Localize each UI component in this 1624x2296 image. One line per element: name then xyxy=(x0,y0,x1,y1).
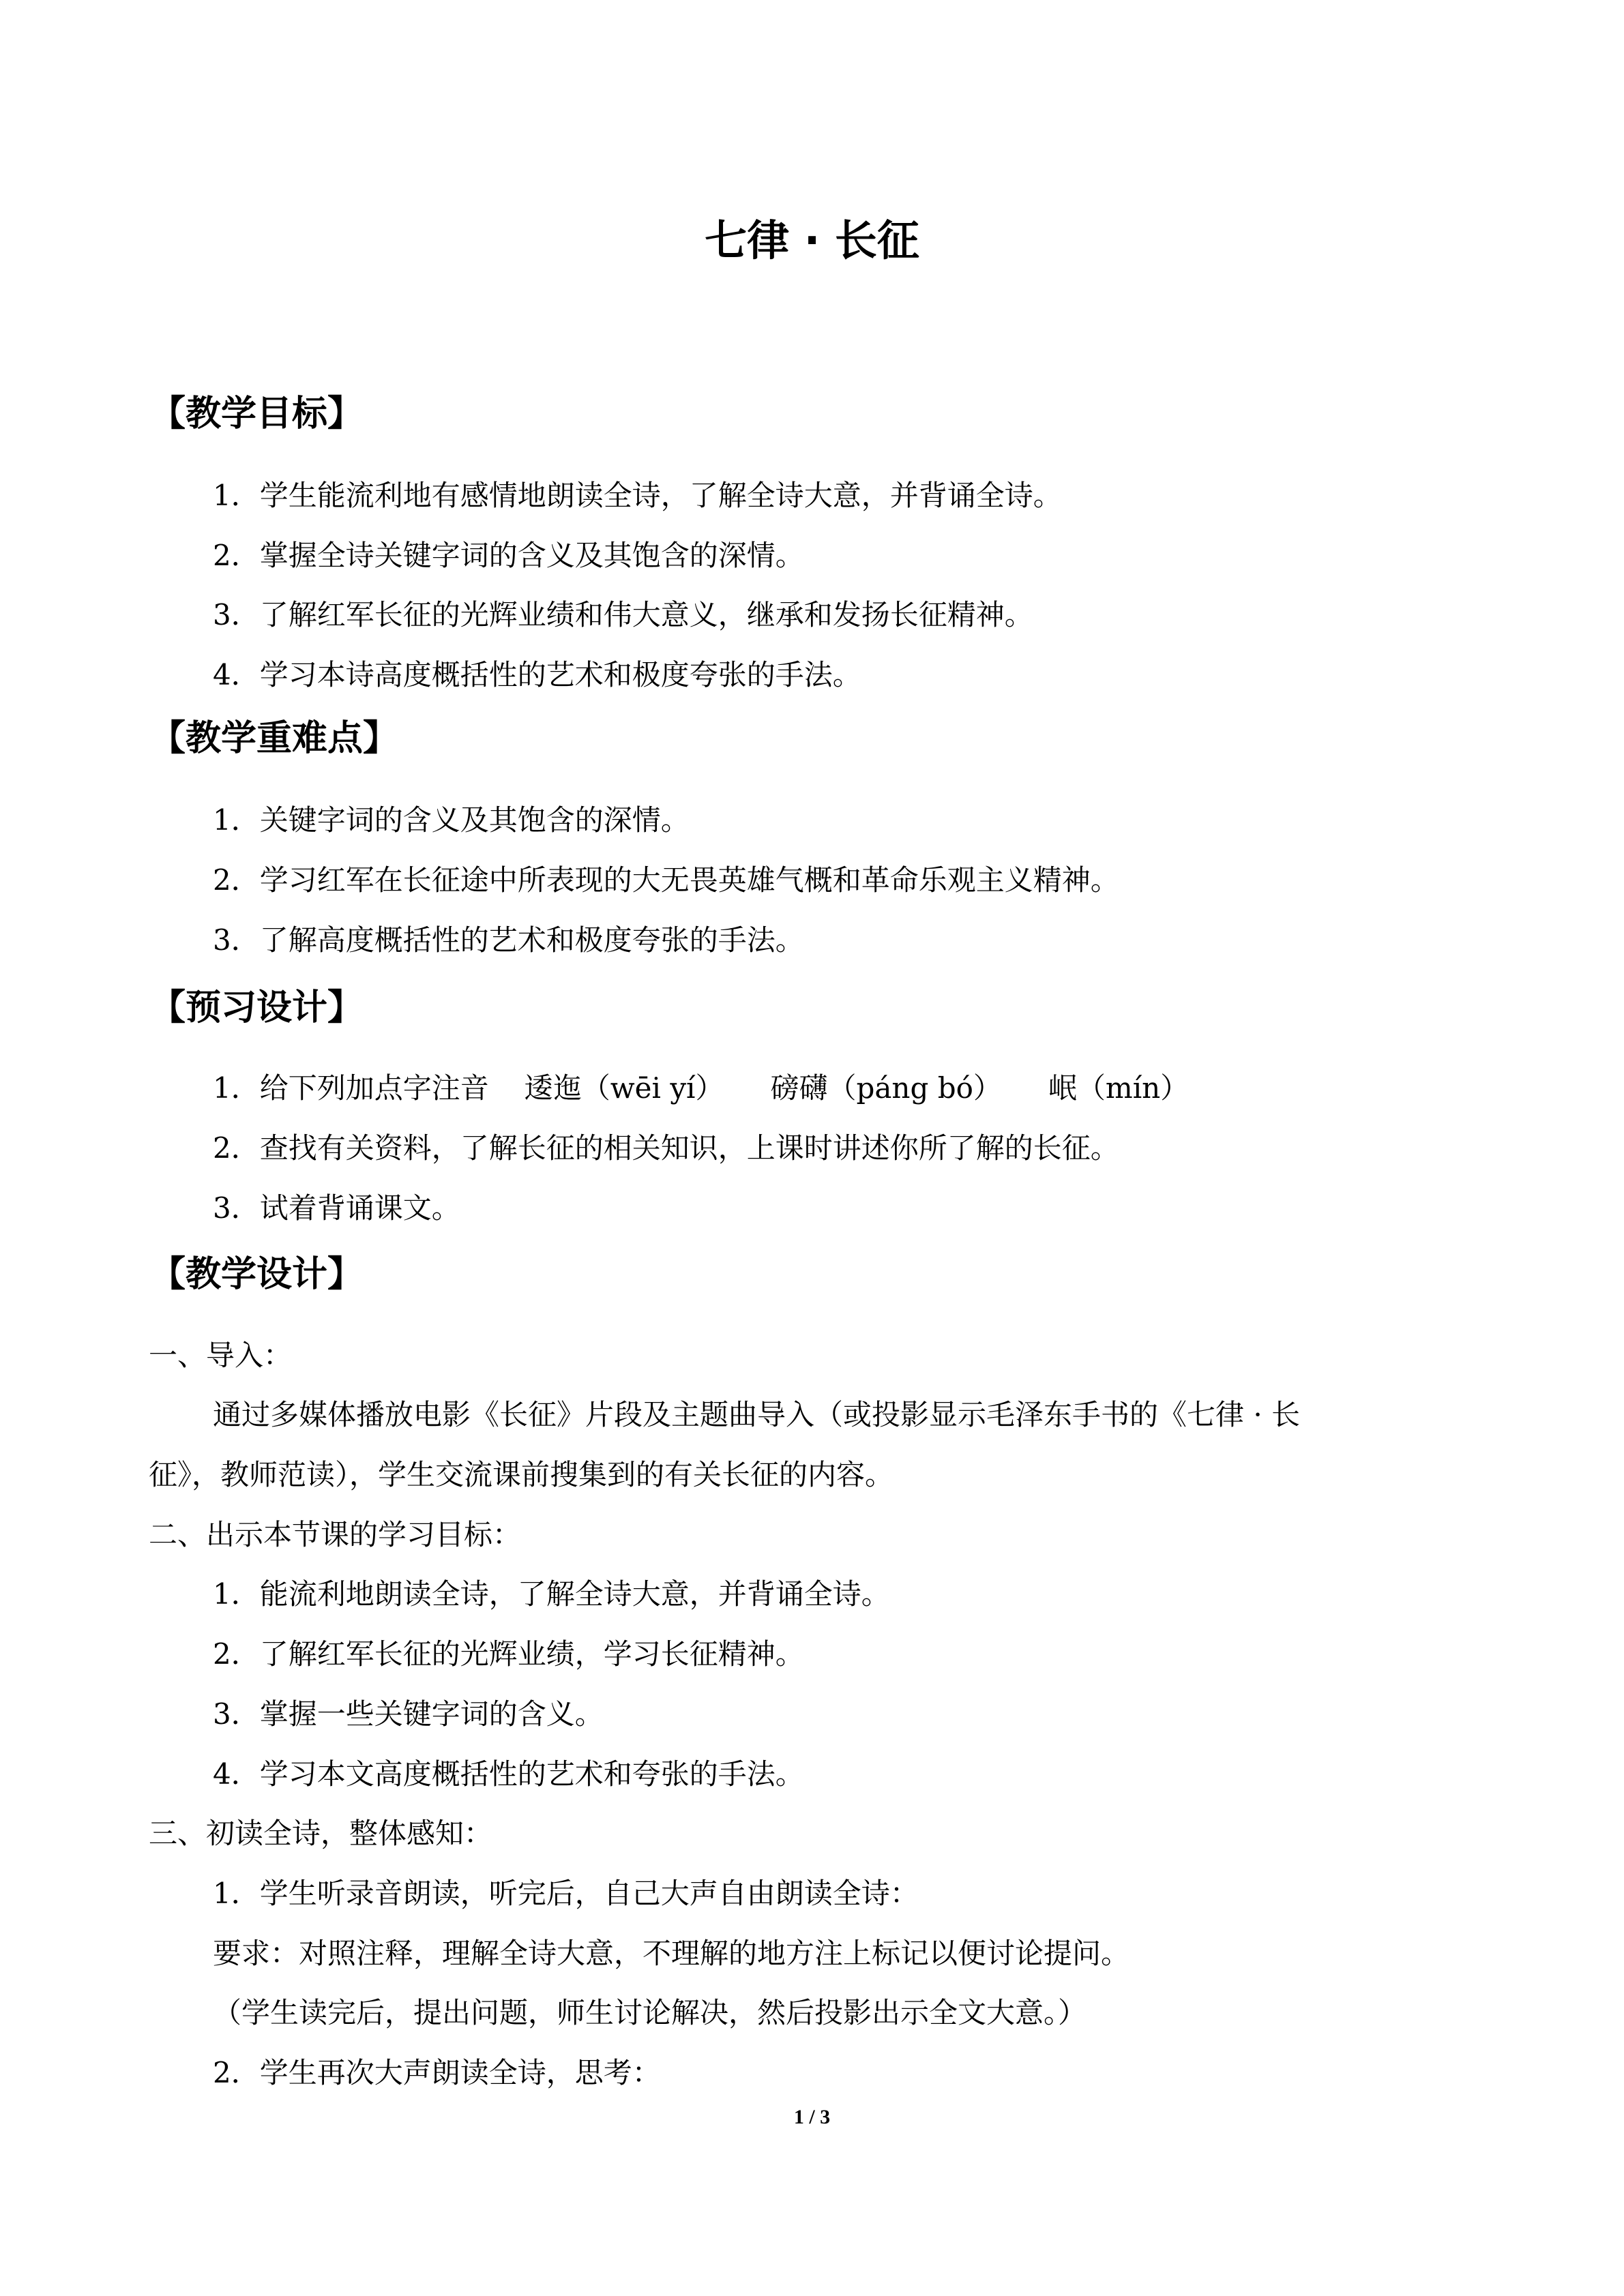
page-number: 1 / 3 xyxy=(793,2106,831,2128)
design-part2-item-1: 1．能流利地朗读全诗，了解全诗大意，并背诵全诗。 xyxy=(213,1577,890,1611)
preview-item-3: 3．试着背诵课文。 xyxy=(213,1191,460,1225)
preview-item-1-prefix: 1．给下列加点字注音 xyxy=(213,1071,489,1105)
pinyin-word-weiyi: 逶迤（wēi yí） xyxy=(524,1071,724,1105)
goal-item-1: 1．学生能流利地有感情地朗读全诗，了解全诗大意，并背诵全诗。 xyxy=(213,479,1062,512)
goal-item-3: 3．了解红军长征的光辉业绩和伟大意义，继承和发扬长征精神。 xyxy=(213,598,1033,631)
design-part2-item-2: 2．了解红军长征的光辉业绩，学习长征精神。 xyxy=(213,1637,804,1671)
key-point-item-2: 2．学习红军在长征途中所表现的大无畏英雄气概和革命乐观主义精神。 xyxy=(213,863,1119,897)
key-point-item-3: 3．了解高度概括性的艺术和极度夸张的手法。 xyxy=(213,923,804,957)
design-part2-title: 二、出示本节课的学习目标： xyxy=(149,1518,522,1551)
design-part1-title: 一、导入： xyxy=(149,1339,293,1372)
preview-item-2: 2．查找有关资料，了解长征的相关知识，上课时讲述你所了解的长征。 xyxy=(213,1131,1119,1165)
design-part3-line-3: （学生读完后，提出问题，师生讨论解决，然后投影出示全文大意。） xyxy=(213,1996,1087,2029)
design-part1-para-line1: 通过多媒体播放电影《长征》片段及主题曲导入（或投影显示毛泽东手书的《七律 · 长 xyxy=(213,1398,1301,1431)
design-part3-title: 三、初读全诗，整体感知： xyxy=(149,1817,493,1850)
heading-preview-design: 【预习设计】 xyxy=(150,987,364,1028)
heading-teaching-goals: 【教学目标】 xyxy=(150,393,364,434)
heading-key-points: 【教学重难点】 xyxy=(150,718,399,759)
goal-item-2: 2．掌握全诗关键字词的含义及其饱含的深情。 xyxy=(213,539,804,572)
pinyin-word-min: 岷（mín） xyxy=(1048,1071,1190,1105)
goal-item-4: 4．学习本诗高度概括性的艺术和极度夸张的手法。 xyxy=(213,658,861,691)
design-part1-para-line2: 征》，教师范读），学生交流课前搜集到的有关长征的内容。 xyxy=(149,1458,894,1491)
document-title: 七律 · 长征 xyxy=(705,215,919,265)
key-point-item-1: 1．关键字词的含义及其饱含的深情。 xyxy=(213,803,690,837)
design-part2-item-3: 3．掌握一些关键字词的含义。 xyxy=(213,1697,604,1731)
design-part3-line-1: 1．学生听录音朗读，听完后，自己大声自由朗读全诗： xyxy=(213,1877,919,1910)
heading-teaching-design: 【教学设计】 xyxy=(150,1254,364,1295)
design-part2-item-4: 4．学习本文高度概括性的艺术和夸张的手法。 xyxy=(213,1757,804,1791)
design-part3-line-2: 要求：对照注释，理解全诗大意，不理解的地方注上标记以便讨论提问。 xyxy=(213,1937,1130,1970)
design-part3-line-4: 2．学生再次大声朗读全诗，思考： xyxy=(213,2056,661,2089)
pinyin-word-pangbo: 磅礴（páng bó） xyxy=(770,1071,1002,1105)
preview-item-1 xyxy=(213,1068,1189,1109)
